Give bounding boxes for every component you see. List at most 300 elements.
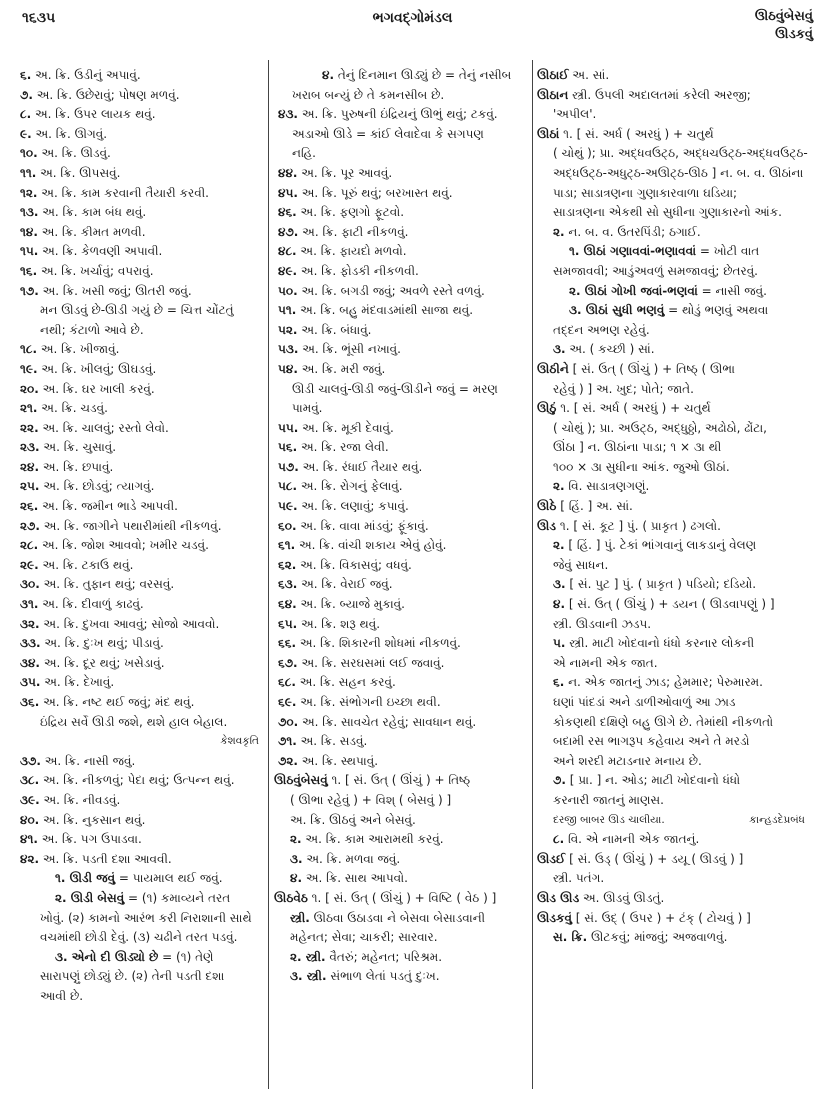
sense-label: ૩૭.: [20, 753, 41, 768]
definition-text: અ. ક્રિ. વેરાઈ જવું.: [297, 577, 393, 592]
definition-text: [ હિં. ] પું. ટેકાં ભાંગવાનું લાકડાનું વેલણ: [564, 538, 757, 553]
sense-label: ૪.: [322, 68, 334, 82]
sense-label: ૪૩.: [278, 107, 298, 122]
definition-text: અ. ક્રિ. ચુસાવું.: [39, 440, 117, 455]
definition-text: અ. ક્રિ. બગડી જવું; અવળે રસ્તે વળવું.: [297, 283, 485, 298]
dictionary-line: [274, 928, 530, 948]
sense-label: ૩૧.: [20, 597, 39, 612]
sense-label: ૧૯.: [20, 361, 38, 376]
dictionary-line: [274, 477, 530, 497]
definition-text: અડાઓ ઊડે = કાંઈ લેવાદેવા કે સગપણ: [292, 126, 484, 141]
sense-label: ૨૬.: [20, 499, 39, 514]
definition-text: અને શરદી મટાડનાર મનાય છે.: [553, 753, 702, 768]
dictionary-line: [10, 438, 265, 458]
dictionary-line: [537, 223, 819, 243]
dictionary-line: [10, 928, 265, 948]
definition-text: પાડા; સાડાત્રણના ગુણાકારવાળા ઘડિયા;: [553, 185, 738, 200]
sense-label: ૩૮.: [20, 773, 40, 788]
dictionary-line: [537, 321, 819, 341]
sense-label: ૪૯.: [278, 263, 298, 278]
definition-text: અ. ક્રિ. ભૂંસી નખાવું.: [298, 342, 401, 357]
dictionary-entry-headline: [537, 909, 819, 929]
sense-label: ૩૦.: [20, 577, 40, 592]
dictionary-line: [10, 811, 265, 831]
sense-label: ૬૧.: [278, 538, 296, 553]
dictionary-line: [10, 184, 265, 204]
definition-text: તેનું દિનમાન ઊડ્યું છે = તેનું નસીબ: [334, 68, 512, 82]
dictionary-line: [274, 66, 530, 86]
sense-label: ૧૬.: [20, 263, 38, 278]
dictionary-line: [274, 948, 530, 968]
definition-text: ન. એક જાતનું ઝાડ; હેમમાર; પેરુમારમ.: [564, 675, 763, 690]
sense-label: ૭.: [553, 773, 566, 788]
definition-text: [ સં. ઉત્ ( ઊંચું ) + તિષ્ઠ્ ( ઊભા: [568, 361, 735, 376]
definition-text: અ. ક્રિ. કામ આરામથી કરવું.: [301, 832, 444, 847]
sense-label: ૪૪.: [278, 165, 298, 180]
dictionary-line: [537, 262, 819, 282]
definition-text: અ. ક્રિ. સ્થપાવું.: [297, 753, 379, 768]
dictionary-line: [10, 948, 265, 968]
sense-label: ૫૧.: [278, 303, 297, 318]
definition-text: અ. ક્રિ. ઉછેરાવું; પોષણ મળવું.: [32, 87, 180, 102]
dictionary-line: [274, 203, 530, 223]
definition-text: ૧. [ સં. ઉત્ ( ઊંચું ) + વિષ્ટિ ( વેઠ ) ]: [307, 890, 497, 905]
sense-label: ૬૫.: [278, 616, 298, 631]
sense-label: ૨.: [553, 538, 565, 553]
definition-text: વચમાંથી છોડી દેવું. (૩) ચઢીને તરત પડવું.: [40, 930, 238, 945]
dictionary-line: [274, 262, 530, 282]
sense-label: ૧૭.: [20, 283, 39, 298]
sense-label: દરજી બાબર ઊડ ચાલીયા.: [553, 813, 665, 826]
definition-text: અ. ક્રિ. ઊડવું.: [37, 146, 111, 161]
sense-label: સ. ક્રિ.: [553, 930, 588, 945]
definition-text: અ. ક્રિ. દૂર થવું; ખસેડાવું.: [40, 655, 165, 670]
dictionary-line: [10, 497, 265, 517]
sense-label: ૨૧.: [20, 401, 38, 416]
definition-text: અ. ક્રિ. ઊપસવું.: [36, 165, 121, 180]
sense-label: ૧૮.: [20, 342, 38, 357]
dictionary-line: [537, 634, 819, 654]
dictionary-line: [537, 830, 819, 850]
sense-label: ૪૮.: [278, 244, 297, 259]
definition-text: અ. ક્રિ. ફણગો ફૂટવો.: [296, 205, 405, 220]
definition-text: વૈતરું; મહેનત; પરિશ્રમ.: [325, 949, 443, 964]
dictionary-line: [537, 438, 819, 458]
sense-label: ૨.: [290, 832, 302, 847]
definition-text: અ. ક્રિ. ઊઠવું અને બેસવું.: [290, 812, 416, 827]
dictionary-line: [10, 732, 265, 752]
dictionary-line: [274, 811, 530, 831]
definition-text: અ. ક્રિ. નીકળવું; પેદા થવું; ઉત્પન્ન થવું.: [39, 773, 235, 788]
guide-word-last: ઊડકવું: [775, 27, 813, 42]
definition-text: અ. ક્રિ. નાસી જવું.: [40, 753, 136, 768]
definition-text: અ. ક્રિ. સાથ આપવો.: [302, 871, 408, 886]
definition-text: કેશવકૃતિ: [220, 735, 259, 748]
dictionary-line: [10, 86, 265, 106]
sense-label: ૫.: [553, 636, 566, 651]
headword: ઊઠાઈ: [537, 68, 569, 82]
dictionary-line: [274, 184, 530, 204]
dictionary-line: [10, 536, 265, 556]
definition-text: ૧. [ સં. કૂટ ] પું. ( પ્રાકૃત ) ઢગલો.: [556, 518, 721, 533]
definition-text: ખોવું. (૨) કામનો આરંભ કરી નિરાશાની સાથે: [40, 910, 252, 925]
sense-label: ૧. ઊડી જવું: [55, 871, 116, 886]
sense-label: ૩.: [290, 851, 303, 866]
sense-label: ૬૩.: [278, 577, 298, 592]
sense-label: ૨. ઊઠાં ગોખી જવાં-ભણવાં: [569, 283, 698, 298]
sense-label: ૨. ઊડી બેસવું: [55, 890, 125, 905]
definition-text: અ. ક્રિ. મરી જવું.: [297, 361, 386, 376]
dictionary-line: [10, 282, 265, 302]
definition-text: અ. ક્રિ. શિકારની શોધમાં નીકળવું.: [296, 636, 461, 651]
sense-label: ૨.: [553, 479, 565, 494]
sense-label: ૩૫.: [20, 675, 41, 690]
sense-label: ૩૬.: [20, 695, 40, 709]
definition-text: ઊઠવા ઉઠાડવા ને બેસવા બેસાડવાની: [309, 910, 486, 925]
dictionary-line: [10, 164, 265, 184]
definition-text: અ. ક્રિ. કેળવણી અપાવી.: [38, 244, 163, 259]
definition-text: ૧. [ સં. ઉત્ ( ઊંચું ) + તિષ્ઠ્: [327, 773, 471, 788]
definition-text: [ સં. ઉડ્ ( ઊંચું ) + ડયૂ ( ઊડવું ) ]: [565, 851, 744, 866]
definition-text: અ. ક્રિ. બ્યાજે મુકાવું.: [296, 597, 405, 612]
definition-text: અ. ક્રિ. પુરુષની ઇંદ્રિયનું ઊભું થવું; ટકવું.: [298, 107, 498, 122]
headword: ઊઠવુંબેસવું: [274, 773, 328, 788]
dictionary-line: [10, 144, 265, 164]
dictionary-line: [537, 752, 819, 772]
definition-text: અ. ક્રિ. સડવું.: [296, 734, 368, 749]
sense-label: ૬.: [553, 675, 565, 690]
definition-text: અ. ક્રિ. કામ બંધ થવું.: [38, 205, 147, 220]
definition-text: અ. ક્રિ. ઊગવું.: [31, 126, 108, 141]
dictionary-line: [537, 575, 819, 595]
dictionary-line: [10, 693, 265, 713]
dictionary-line: [10, 458, 265, 478]
dictionary-line: [274, 497, 530, 517]
dictionary-entry-headline: [537, 66, 819, 86]
headword: ઊઠે: [537, 499, 557, 514]
dictionary-line: [537, 419, 819, 439]
dictionary-line: [10, 869, 265, 889]
dictionary-line: [10, 321, 265, 341]
column-divider: [532, 60, 533, 1089]
definition-text: સંભાળ લેતાં પડતું દુઃખ.: [326, 969, 440, 984]
dictionary-entry-headline: [537, 497, 819, 517]
dictionary-line: [537, 654, 819, 674]
definition-text: અ. ક્રિ. સંભોગની ઇચ્છા થવી.: [296, 695, 441, 709]
headword: ઊઠું: [537, 401, 557, 416]
definition-text: અ. ક્રિ. વિકાસવું; વધવું.: [296, 557, 412, 572]
sense-label: ૫૩.: [278, 342, 299, 357]
dictionary-line: [274, 595, 530, 615]
definition-text: વિ. સાડાત્રણગણું.: [564, 479, 650, 494]
sense-label: ૩.: [553, 577, 566, 592]
definition-text: સ્ત્રી. માટી ખોદવાનો ધંધો કરનાર લોકની: [565, 636, 755, 651]
dictionary-line: [10, 830, 265, 850]
definition-text: = (૧) કમાવ્યને તરત: [124, 890, 231, 905]
sense-label: ૭૨.: [278, 753, 298, 768]
dictionary-line: [274, 673, 530, 693]
definition-text: અ. ક્રિ. જમીન ભાડે આપવી.: [38, 499, 178, 514]
dictionary-line: [537, 595, 819, 615]
sense-label: ૪.: [553, 597, 565, 612]
dictionary-line: [10, 360, 265, 380]
dictionary-entry-headline: [537, 360, 819, 380]
dictionary-line: [10, 66, 265, 86]
dictionary-line: [537, 184, 819, 204]
definition-text: ૧. [ સં. અર્ધ ( અરધું ) + ચતુર્થ: [559, 126, 714, 141]
dictionary-entry-headline: [537, 850, 819, 870]
dictionary-line: [274, 732, 530, 752]
dictionary-line: [537, 282, 819, 302]
definition-text: ઊટકવું; માંજવું; અજવાળવું.: [587, 930, 728, 945]
dictionary-line: [274, 301, 530, 321]
sense-label: ૩૪.: [20, 655, 40, 670]
definition-text: અ. ક્રિ. વાંચી શકાય એવું હોવું.: [295, 538, 447, 553]
sense-label: ૬૬.: [278, 636, 296, 651]
definition-text: = થોડું ભણવું અથવા: [664, 303, 769, 318]
dictionary-line: [274, 438, 530, 458]
sense-label: ૪૨.: [20, 851, 40, 866]
dictionary-line: [537, 477, 819, 497]
dictionary-line: [537, 869, 819, 889]
dictionary-line: [537, 340, 819, 360]
definition-text: = (૧) તેણે: [158, 949, 214, 964]
definition-text: = પાયમાલ થઈ જવું.: [115, 871, 223, 886]
dictionary-line: [10, 105, 265, 125]
dictionary-line: [10, 419, 265, 439]
definition-text: અ. ક્રિ. ખીલવું; ઊઘડવું.: [37, 361, 157, 376]
dictionary-line: [537, 811, 819, 831]
sense-label: ૩૯.: [20, 792, 40, 807]
sense-label: ૮.: [553, 832, 565, 847]
dictionary-line: [537, 732, 819, 752]
sense-label: ૩૨.: [20, 616, 40, 631]
dictionary-line: [10, 909, 265, 929]
dictionary-line: [274, 380, 530, 400]
dictionary-line: [537, 713, 819, 733]
definition-text: ઘણાં પાંદડાં અને ડાળીઓવાળું આ ઝાડ: [553, 695, 736, 709]
dictionary-line: [537, 242, 819, 262]
dictionary-entry-headline: [274, 889, 530, 909]
definition-text: વિ. એ નામની એક જાતનું.: [564, 832, 700, 847]
definition-text: અ. સાં.: [568, 68, 610, 82]
dictionary-entry-headline: [537, 399, 819, 419]
dictionary-line: [274, 399, 530, 419]
headword: ઊડકવું: [537, 910, 572, 925]
definition-text: [ સં. ઉત્ ( ઊંચું ) + ડયન ( ઊડવાપણું ) ]: [565, 597, 775, 612]
dictionary-line: [10, 380, 265, 400]
dictionary-line: [274, 242, 530, 262]
definition-text: = ખોટી વાત: [696, 244, 760, 259]
dictionary-line: [274, 869, 530, 889]
definition-text: અ. ક્રિ. જાગીને પથારીમાંથી નીકળવું.: [39, 518, 222, 533]
definition-text: [ હિં. ] અ. સાં.: [556, 499, 633, 514]
sense-label: ૬૪.: [278, 597, 297, 612]
guide-word-first: ઊઠવુંબેસવું: [754, 9, 813, 24]
definition-text: રહેવું ) ] અ. ખુદ; પોતે; જાતે.: [553, 381, 694, 396]
dictionary-line: [274, 536, 530, 556]
definition-text: કરનારી જાતનું માણસ.: [553, 792, 664, 807]
definition-text: અ. ક્રિ. બંધાવું.: [297, 322, 372, 337]
definition-text: અ. ક્રિ. દુખવા આવવું; સોજો આવવો.: [39, 616, 220, 631]
dictionary-line: [10, 673, 265, 693]
sense-label: ૩. ઊઠાં સુધી ભણવું: [569, 303, 665, 318]
dictionary-entry-headline: [537, 125, 819, 145]
dictionary-line: [274, 86, 530, 106]
dictionary-line: [10, 595, 265, 615]
dictionary-line: [10, 262, 265, 282]
sense-label: ૪૦.: [20, 812, 40, 827]
definition-text: 'અપીલ'.: [553, 107, 597, 122]
dictionary-line: [10, 752, 265, 772]
dictionary-line: [274, 321, 530, 341]
sense-label: ૧૧.: [20, 165, 37, 180]
definition-text: અ. ક્રિ. સાવચેત રહેવું; સાવધાન થવું.: [298, 714, 477, 729]
definition-text: અ. ક્રિ. તુફાન થવું; વરસવું.: [39, 577, 175, 592]
definition-text: અ. ક્રિ. મૂકી દેવાવું.: [298, 420, 394, 435]
dictionary-line: [274, 575, 530, 595]
sense-label: ૭૧.: [278, 734, 297, 749]
dictionary-line: [10, 399, 265, 419]
sense-label: ૫૫.: [278, 420, 299, 435]
sense-label: ૩.: [553, 342, 566, 357]
sense-label: ૧૩.: [20, 205, 39, 220]
dictionary-line: [537, 144, 819, 164]
dictionary-line: [274, 556, 530, 576]
sense-label: ૨૭.: [20, 518, 40, 533]
definition-text: અ. ( કચ્છી ) સાં.: [565, 342, 655, 357]
dictionary-line: [537, 301, 819, 321]
headword: ઊઠીને: [537, 361, 569, 376]
sense-label: ૧૪.: [20, 224, 38, 239]
sense-label: ૫૮.: [278, 479, 298, 494]
definition-text: = નાસી જવું.: [697, 283, 767, 298]
definition-text: ઇંદ્રિય સર્વે ઊડી જશે, થશે હાલ બેહાલ.: [40, 714, 228, 729]
dictionary-line: [274, 850, 530, 870]
definition-text: સાડાત્રણના એકથી સો સુધીના ગુણાકારનો આંક.: [553, 205, 782, 220]
definition-text: અ. ક્રિ. મળવા જવું.: [302, 851, 401, 866]
sense-label: ૨૮.: [20, 538, 39, 553]
sense-label: ૬૨.: [278, 557, 297, 572]
definition-text: અ. ક્રિ. છોડવું; ત્યાગવું.: [39, 479, 155, 494]
definition-text: ખરાબ બન્યું છે તે કમનસીબ છે.: [292, 87, 445, 102]
dictionary-line: [274, 340, 530, 360]
dictionary-line: [274, 105, 530, 125]
dictionary-line: [537, 791, 819, 811]
definition-text: અ. ક્રિ. ફોડકી નીકળવી.: [297, 263, 419, 278]
dictionary-line: [10, 634, 265, 654]
dictionary-line: [10, 850, 265, 870]
dictionary-entry-headline: [537, 86, 819, 106]
dictionary-line: [274, 791, 530, 811]
definition-text: ન. બ. વ. ઉતરપિંડી; ઠગાઈ.: [564, 224, 701, 239]
definition-text: અ. ક્રિ. કીમત મળવી.: [37, 224, 146, 239]
definition-text: સ્ત્રી. ઉપલી અદાલતમાં કરેલી અરજી;: [568, 87, 751, 102]
dictionary-line: [274, 517, 530, 537]
definition-text: ( ચોથું ); પ્રા. અઉટ્ઠ, અદ્ધુઠ્ઠો, અઢોઠો, ઢોંટા,: [553, 420, 767, 435]
headword: ઊઠાં: [537, 126, 560, 141]
dictionary-line: [10, 556, 265, 576]
dictionary-line: [274, 282, 530, 302]
sense-label: ૧. ઊઠાં ગણાવવાં-ભણાવવાં: [569, 244, 697, 259]
definition-text: સ્ત્રી. ઊડવાની ઝડપ.: [553, 616, 652, 631]
definition-text: અ. ક્રિ. સહન કરવું.: [295, 675, 396, 690]
dictionary-line: [10, 987, 265, 1007]
definition-text: અ. ક્રિ. રંધાઈ તૈયાર થવું.: [298, 459, 423, 474]
dictionary-line: [10, 301, 265, 321]
definition-text: અ. ક્રિ. નીવડવું.: [39, 792, 121, 807]
page-number: ૧૬૩૫: [22, 10, 56, 26]
guide-words: [755, 8, 813, 44]
definition-text: અ. ક્રિ. ખસી જવું; ઊતરી જવું.: [38, 283, 192, 298]
sense-label: ૭૦.: [278, 714, 299, 729]
dictionary-line: [537, 928, 819, 948]
definition-text: અ. ક્રિ. લણાવું; કપાવું.: [297, 499, 409, 514]
definition-text: આવી છે.: [40, 988, 84, 1003]
dictionary-line: [274, 419, 530, 439]
definition-text: [ સં. પુટ ] પું. ( પ્રાકૃત ) પડિયો; દડિયો.: [565, 577, 757, 592]
headword: ઊડઈ: [537, 851, 566, 866]
dictionary-line: [10, 889, 265, 909]
definition-text: અ. ક્રિ. પૂરું થવું; બરખાસ્ત થવું.: [297, 185, 453, 200]
definition-text: અ. ક્રિ. પૂર આવવું.: [297, 165, 393, 180]
definition-text: અ. ક્રિ. છપાવું.: [39, 459, 114, 474]
dictionary-line: [274, 654, 530, 674]
definition-text: અ. ક્રિ. ઉડીનું અપાવું.: [31, 68, 141, 82]
dictionary-line: [274, 752, 530, 772]
dictionary-line: [537, 615, 819, 635]
column-left: [10, 66, 265, 1007]
dictionary-line: [274, 144, 530, 164]
definition-text: અ. ક્રિ. દુઃખ થવું; પીડાવું.: [40, 636, 164, 651]
dictionary-line: [274, 458, 530, 478]
sense-label: ૬૮.: [278, 675, 296, 690]
dictionary-line: [274, 223, 530, 243]
dictionary-line: [537, 203, 819, 223]
dictionary-line: [10, 203, 265, 223]
definition-text: અ. ક્રિ. ઉપર લાયક થવું.: [31, 107, 156, 122]
dictionary-line: [274, 830, 530, 850]
definition-text: કાન્હડદેપ્રબંધ: [749, 813, 805, 826]
sense-label: ૫૪.: [278, 361, 298, 376]
definition-text: ઊડી ચાલવું-ઊડી જવું-ઊડીને જવું = મરણ: [292, 381, 498, 396]
definition-text: અ. ક્રિ. ટકાઉ થવું.: [38, 557, 134, 572]
dictionary-line: [537, 458, 819, 478]
sense-label: ૪૫.: [278, 185, 298, 200]
headword: ઊડ: [537, 518, 556, 533]
sense-label: ૨.: [553, 224, 565, 239]
definition-text: પામવું.: [292, 401, 323, 416]
dictionary-line: [274, 125, 530, 145]
dictionary-line: [10, 125, 265, 145]
definition-text: નથી; કંટાળો આવે છે.: [40, 322, 144, 337]
definition-text: મન ઊડવું છે-ઊડી ગયું છે = ચિત્ત ચોંટતું: [40, 303, 234, 318]
dictionary-line: [10, 771, 265, 791]
definition-text: ( ઊભા રહેવું ) + વિશ્ ( બેસવું ) ]: [290, 792, 452, 807]
sense-label: ૬૦.: [278, 518, 297, 533]
dictionary-line: [274, 164, 530, 184]
dictionary-line: [10, 713, 265, 733]
definition-text: અ. ક્રિ. પડતી દશા આવવી.: [39, 851, 172, 866]
definition-text: કોકણથી દક્ષિણે બહુ ઊગે છે. તેમાંથી નીકળતો: [553, 714, 774, 729]
definition-text: અ. ક્રિ. કામ કરવાની તૈયારી કરવી.: [37, 185, 209, 200]
sense-label: ૫૨.: [278, 322, 298, 337]
sense-label: ૧૫.: [20, 244, 39, 259]
dictionary-line: [10, 242, 265, 262]
definition-text: અ. ક્રિ. ચાલવું; રસ્તો લેવો.: [38, 420, 169, 435]
sense-label: ૪૭.: [278, 224, 299, 239]
definition-text: ઊંઠા ] ન. ઊઠાંના પાડા; ૧ × ૩ા થી: [553, 440, 722, 455]
